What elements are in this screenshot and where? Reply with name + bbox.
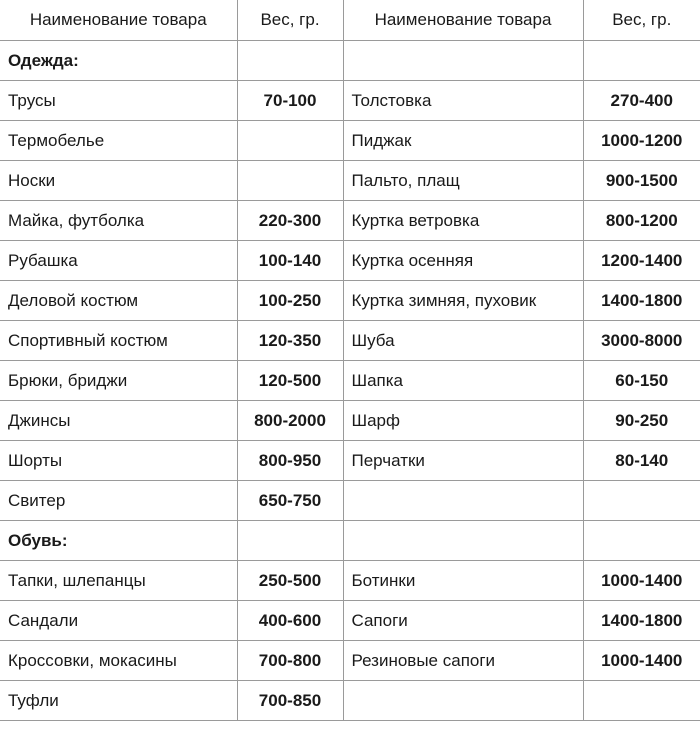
section-row-footwear [0,521,700,561]
item-name: Ботинки [343,561,583,601]
table-row [0,281,700,321]
item-weight: 70-100 [237,81,343,121]
table-row [0,601,700,641]
header-item-name-left: Наименование товара [0,0,237,41]
item-name: Джинсы [0,401,237,441]
table-row [0,161,700,201]
item-name: Шапка [343,361,583,401]
item-name: Тапки, шлепанцы [0,561,237,601]
item-weight [237,121,343,161]
item-name: Куртка ветровка [343,201,583,241]
table-row [0,481,700,521]
table-cell [583,521,700,561]
table-row [0,561,700,601]
section-label-footwear: Обувь: [0,521,237,561]
item-weight: 120-350 [237,321,343,361]
item-weight: 80-140 [583,441,700,481]
item-weight: 700-850 [237,681,343,721]
item-weight [237,161,343,201]
table-cell [583,41,700,81]
table-row [0,81,700,121]
item-weight: 100-250 [237,281,343,321]
header-item-name-right: Наименование товара [343,0,583,41]
table-cell [237,521,343,561]
item-weight: 1400-1800 [583,601,700,641]
item-name [343,481,583,521]
table-row [0,401,700,441]
item-weight: 800-1200 [583,201,700,241]
item-name: Толстовка [343,81,583,121]
item-name: Брюки, бриджи [0,361,237,401]
section-label-clothing: Одежда: [0,41,237,81]
table-row [0,201,700,241]
item-name: Трусы [0,81,237,121]
table-row [0,681,700,721]
item-weight: 120-500 [237,361,343,401]
item-weight: 1000-1200 [583,121,700,161]
table-row [0,361,700,401]
item-weight: 1000-1400 [583,641,700,681]
item-weight: 90-250 [583,401,700,441]
section-row-clothing [0,41,700,81]
header-weight-left: Вес, гр. [237,0,343,41]
item-weight: 650-750 [237,481,343,521]
item-name: Термобелье [0,121,237,161]
item-name: Спортивный костюм [0,321,237,361]
table-row [0,321,700,361]
item-name: Сапоги [343,601,583,641]
item-weight [583,681,700,721]
table-row [0,641,700,681]
item-weight: 1000-1400 [583,561,700,601]
item-name: Шарф [343,401,583,441]
item-name: Майка, футболка [0,201,237,241]
item-weight: 100-140 [237,241,343,281]
item-weight [583,481,700,521]
item-name: Пиджак [343,121,583,161]
table-cell [343,41,583,81]
item-name: Куртка зимняя, пуховик [343,281,583,321]
table-cell [343,521,583,561]
table-body [0,41,700,721]
header-row [0,0,700,41]
table-row [0,441,700,481]
item-name: Шуба [343,321,583,361]
item-weight: 800-2000 [237,401,343,441]
item-weight: 3000-8000 [583,321,700,361]
item-weight: 1200-1400 [583,241,700,281]
item-name: Куртка осенняя [343,241,583,281]
item-weight: 220-300 [237,201,343,241]
item-weight: 270-400 [583,81,700,121]
item-name: Деловой костюм [0,281,237,321]
table-header [0,0,700,41]
item-weight: 800-950 [237,441,343,481]
item-weight: 700-800 [237,641,343,681]
item-name [343,681,583,721]
item-weight: 400-600 [237,601,343,641]
header-weight-right: Вес, гр. [583,0,700,41]
item-name: Кроссовки, мокасины [0,641,237,681]
item-weight: 900-1500 [583,161,700,201]
table-row [0,241,700,281]
table-row [0,121,700,161]
item-name: Носки [0,161,237,201]
item-name: Рубашка [0,241,237,281]
item-name: Туфли [0,681,237,721]
item-name: Шорты [0,441,237,481]
item-name: Сандали [0,601,237,641]
item-weight: 1400-1800 [583,281,700,321]
item-name: Резиновые сапоги [343,641,583,681]
item-weight: 60-150 [583,361,700,401]
item-name: Пальто, плащ [343,161,583,201]
item-weight: 250-500 [237,561,343,601]
table-cell [237,41,343,81]
item-name: Свитер [0,481,237,521]
item-name: Перчатки [343,441,583,481]
